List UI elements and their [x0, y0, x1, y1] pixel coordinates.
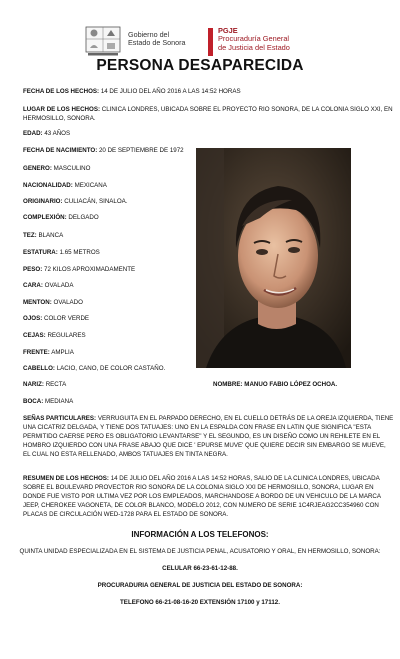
field-complexion: COMPLEXIÓN: DELGADO [23, 214, 99, 221]
resumen-line: JEEP, CHEROKEE VAGONETA, DE COLOR BLANCO, MODELO 2012, CON NUMERO DE SERIE 1C4RJEAG2CC354960 CON [23, 502, 379, 509]
field-ojos: OJOS: COLOR VERDE [23, 315, 90, 322]
sonora-coat-of-arms-logo [85, 26, 121, 56]
header-red-divider [208, 28, 213, 56]
page-title: PERSONA DESAPARECIDA [96, 57, 304, 74]
field-edad: EDAD: 43 AÑOS [23, 130, 71, 137]
field-cabello: CABELLO: LACIO, CANO, DE COLOR CASTAÑO. [23, 365, 166, 372]
field-lugar-hechos: LUGAR DE LOS HECHOS: CLINICA LONDRES, UBICADA SOBRE EL PROYECTO RIO SONORA, DE LA COLONIA SIGLO XXI, EN [23, 106, 393, 113]
pgje-abbr: PGJE [218, 26, 238, 35]
info-unidad-line: QUINTA UNIDAD ESPECIALIZADA EN EL SISTEMA DE JUSTICIA PENAL, ACUSATORIO Y ORAL, EN HERMOSILLO, SONORA: [19, 548, 381, 555]
pgje-heading [218, 27, 290, 52]
field-nariz: NARIZ: RECTA [23, 381, 67, 388]
field-nacionalidad: NACIONALIDAD: MEXICANA [23, 182, 107, 189]
field-peso: PESO: 72 KILOS APROXIMADAMENTE [23, 266, 136, 273]
resumen-line: SOBRE EL BOULEVARD PROVECTOR RIO SONORA DE LA COLONIA SIGLO XXI DE HERMOSILLO, SONORA, LUGAR EN [23, 484, 374, 491]
missing-person-photo [196, 148, 351, 368]
info-heading: INFORMACIÓN A LOS TELEFONOS: [131, 530, 269, 539]
resumen-line: DONDE FUE VISTO POR ULTIMA VEZ POR LOS EMPLEADOS, MARCHANDOSE A BORDO DE UN VEHICULO DE LA MARCA [23, 493, 382, 500]
pgje-line1: Procuraduría General [218, 34, 290, 44]
field-boca: BOCA: MEDIANA [23, 398, 74, 405]
senas-line: HOMBRO IZQUIERDO CON UNA FRASE ABAJO QUE DICE ' EPURSE MUVE' QUE QUIERE DECIR SIN EMBARGO SE MUEVE, [23, 442, 386, 449]
info-celular-line: CELULAR 66-23-61-12-88. [162, 565, 238, 572]
field-nombre: NOMBRE: MANUO FABIO LÓPEZ OCHOA. [213, 381, 338, 388]
resumen-hechos-block [23, 474, 382, 519]
field-cejas: CEJAS: REGULARES [23, 332, 86, 339]
resumen-line: 14 DE JULIO DEL AÑO 2016 A LAS 14:52 HORAS, SALIO DE LA CLINICA LONDRES, UBICADA [110, 475, 380, 482]
pgje-line2: de Justicia del Estado [218, 42, 290, 52]
info-telefono-line: TELEFONO 66-21-08-16-20 EXTENSIÓN 17100 y 17112. [120, 599, 280, 606]
info-pgje-line: PROCURADURIA GENERAL DE JUSTICIA DEL ESTADO DE SONORA: [97, 582, 303, 589]
gobierno-line1: Gobierno del [128, 30, 170, 39]
field-fecha-hechos: FECHA DE LOS HECHOS: 14 DE JULIO DEL AÑO 2016 A LAS 14:52 HORAS [23, 88, 241, 95]
field-genero: GENERO: MASCULINO [23, 165, 91, 172]
resumen-line: PLACAS DE CIRCULACIÓN WED-1728 PARA EL ESTADO DE SONORA. [23, 511, 229, 518]
field-frente: FRENTE: AMPLIA [23, 349, 74, 356]
gobierno-sonora-heading [128, 31, 186, 47]
field-menton: MENTON: OVALADO [23, 299, 83, 306]
senas-line: UNA CICATRIZ DELGADA, Y TIENE DOS TATUAJES: UNO EN LA ESPALDA CON FRASE EN LATIN QUE SIGNIFICA "ESTA [23, 424, 372, 431]
senas-label: SEÑAS PARTICULARES: [23, 415, 97, 422]
field-originario: ORIGINARIO: CULIACÁN, SINALOA. [23, 198, 128, 205]
resumen-label: RESUMEN DE LOS HECHOS: [23, 475, 109, 482]
senas-particulares-block [23, 414, 394, 459]
senas-line: VERRUGUITA EN EL PARPADO DERECHO, EN EL CUELLO DETRÁS DE LA OREJA IZQUIERDA, TIENE [97, 415, 394, 422]
gobierno-line2: Estado de Sonora [128, 38, 186, 47]
field-lugar-hechos-cont: HERMOSILLO, SONORA. [23, 115, 96, 122]
senas-line: PERMITIDO CAERSE PERO ES OBLIGATORIO LEVANTARSE" Y EL SEGUNDO, ES UN DISEÑO COMO UN REHILETE EN EL [23, 433, 381, 440]
field-fecha-nacimiento: FECHA DE NACIMIENTO: 20 DE SEPTIEMBRE DE 1972 [23, 147, 184, 154]
field-estatura: ESTATURA: 1.65 METROS [23, 249, 100, 256]
field-tez: TEZ: BLANCA [23, 232, 64, 239]
senas-line: EL CUAL NO ESTA RELLENADO, AMBOS TATUAJES EN TINTA NEGRA. [23, 451, 228, 458]
field-cara: CARA: OVALADA [23, 282, 74, 289]
